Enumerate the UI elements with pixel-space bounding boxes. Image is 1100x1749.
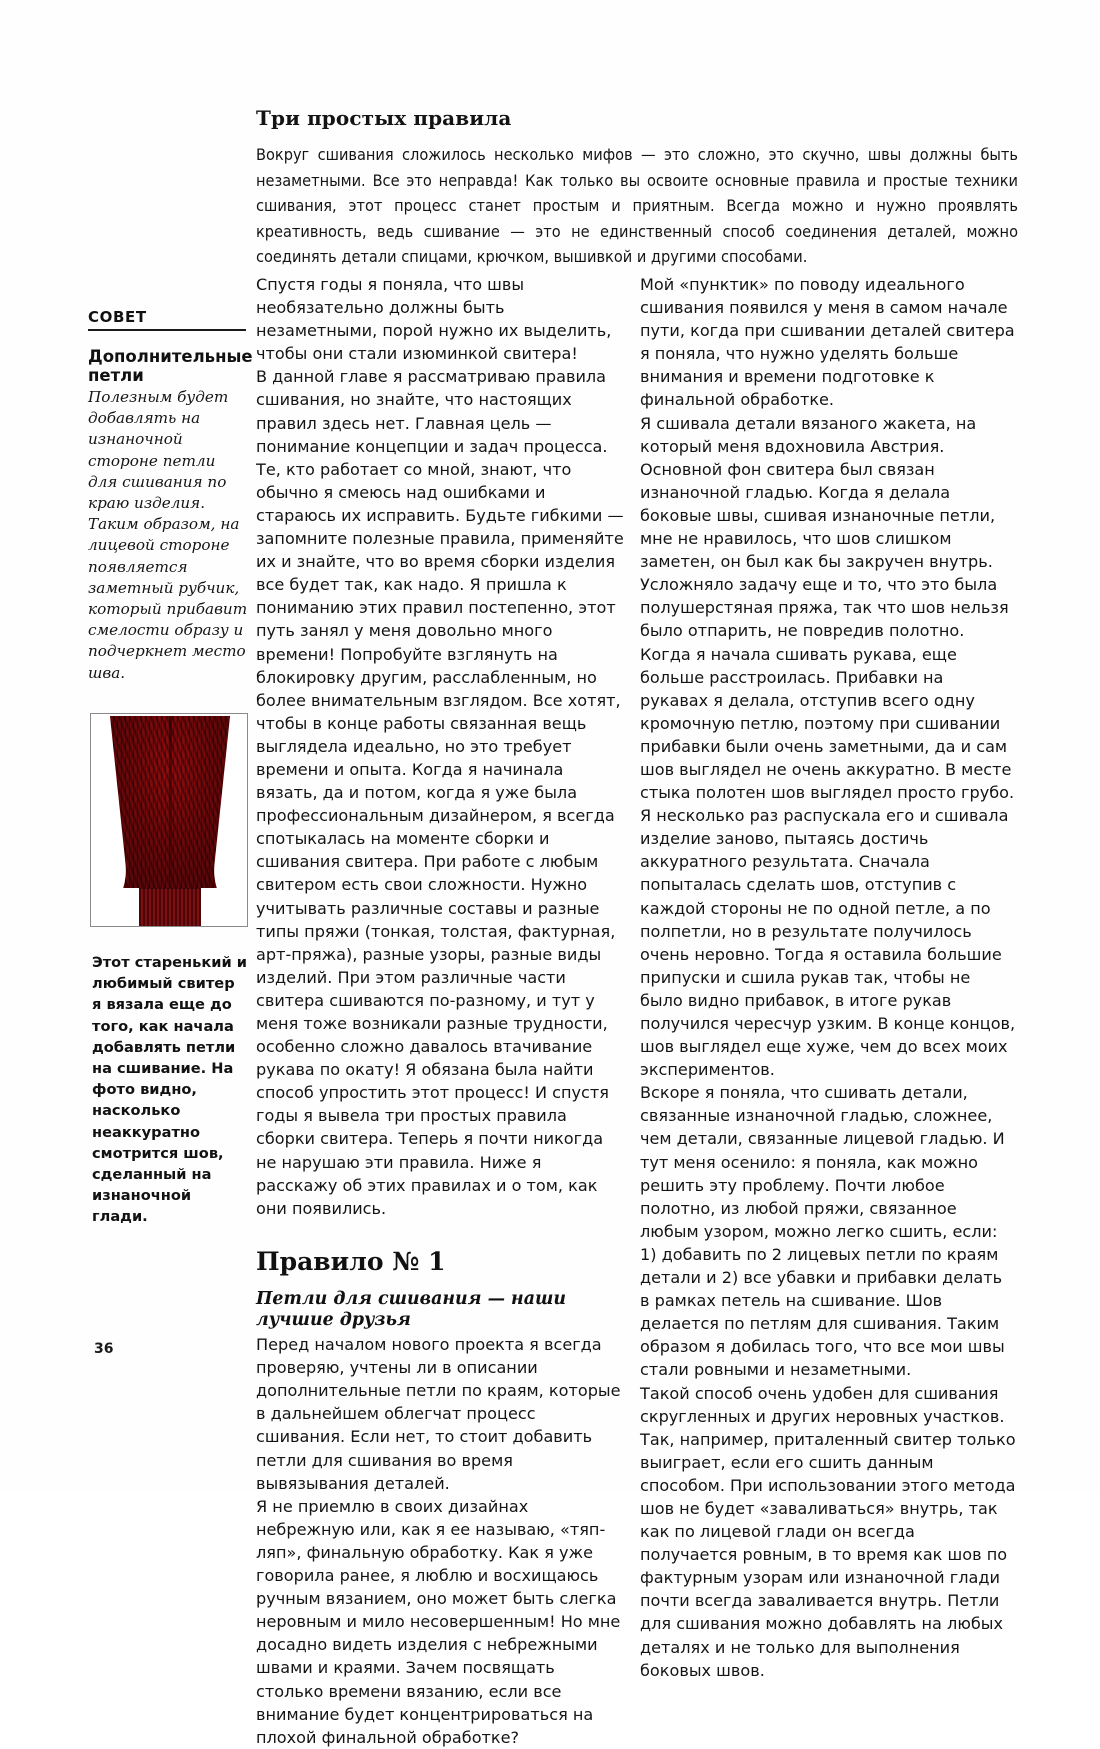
right-column	[640, 273, 1016, 1682]
mid-paragraph-1: Спустя годы я поняла, что швы необязательно должны быть незаметными, порой нужно их выделить, чтобы они стали изюминкой свитера!	[256, 275, 612, 364]
right-paragraph-2: Я сшивала детали вязаного жакета, на который меня вдохновила Австрия. Основной фон свитера был связан изнаночной гладью. Когда я делала боковые швы, сшивая изнаночные петли, мне не нравилось, что шов слишком заметен, он был как бы закручен внутрь. Усложняло задачу еще и то, что это была полушерстяная пряжа, так что шов нельзя было отпарить, не повредив полотно.	[640, 413, 1009, 641]
sweater-photo	[90, 713, 248, 927]
middle-column	[256, 273, 624, 1749]
page-number: 36	[94, 1341, 114, 1357]
right-paragraph-4: Вскоре я поняла, что сшивать детали, связанные изнаночной гладью, сложнее, чем детали, связанные лицевой гладью. И тут меня осенило: я поняла, как можно решить эту проблему. Почти любое полотно, из любой пряжи, связанное любым узором, можно легко сшить, если:	[640, 1083, 1005, 1241]
seam-line	[169, 716, 172, 892]
mid-paragraph-3: Перед началом нового проекта я всегда проверяю, учтены ли в описании дополнительные петли по краям, которые в дальнейшем облегчат процесс сшивания. Если нет, то стоит добавить петли для сшивания во время вывязывания деталей.	[256, 1335, 621, 1493]
mid-paragraph-4: Я не приемлю в своих дизайнах небрежную или, как я ее называю, «тяп-ляп», финальную обработку. Как я уже говорила ранее, я люблю и восхищаюсь ручным вязанием, оно может быть слегка неровным и мило несовершенным! Но мне досадно видеть изделия с небрежными швами и краями. Зачем посвящать столько времени вязанию, если все внимание будет концентрироваться на плохой финальной обработке?	[256, 1496, 621, 1747]
tip-label: СОВЕТ	[88, 308, 147, 326]
sleeve-cuff	[139, 888, 201, 926]
cuff-right-mask	[201, 888, 247, 926]
photo-caption: Этот старенький и любимый свитер я вязала еще до того, как начала добавлять петли на сшивание. На фото видно, насколько неаккуратно смотрится шов, сделанный на изнаночной глади.	[92, 954, 248, 1226]
right-paragraph-5: 1) добавить по 2 лицевых петли по краям детали и 2) все убавки и прибавки делать в рамках петель на сшивание. Шов делается по петлям для сшивания. Таким образом я добилась того, что все мои швы стали ровными и незаметными.	[640, 1244, 1005, 1380]
tip-sidebar	[88, 308, 253, 684]
cuff-left-mask	[93, 888, 139, 926]
sweater-photo-inner	[93, 716, 247, 926]
tip-subtitle: Дополнительные петли	[88, 347, 253, 385]
tip-divider	[88, 329, 246, 331]
right-paragraph-6: Такой способ очень удобен для сшивания скругленных и других неровных участков. Так, например, приталенный свитер только выиграет, если его сшить данным способом. При использовании этого метода шов не будет «заваливаться» внутрь, так как по лицевой глади он всегда получается ровным, в то время как шов по фактурным узорам или изнаночной глади почти всегда заваливается внутрь. Петли для сшивания можно добавлять на любых деталях и не только для выполнения боковых швов.	[640, 1383, 1016, 1680]
rule-heading: Правило № 1	[256, 1246, 446, 1276]
page-title: Три простых правила	[256, 106, 512, 130]
right-paragraph-3: Когда я начала сшивать рукава, еще больше расстроилась. Прибавки на рукавах я делала, отступив всего одну кромочную петлю, поэтому при сшивании прибавки были очень заметными, да и сам шов выглядел не очень аккуратно. В месте стыка полотен шов выглядел просто грубо. Я несколько раз распускала его и сшивала изделие заново, пытаясь достичь аккуратного результата. Сначала попыталась сделать шов, отступив с каждой стороны не по одной петле, а по полпетли, но в результате получилось очень неровно. Тогда я оставила большие припуски и сшила рукав так, чтобы не было видно прибавок, в итоге рукав получился чересчур узким. В конце концов, шов выглядел еще хуже, чем до всех моих экспериментов.	[640, 644, 1016, 1080]
rule-subtitle: Петли для сшивания — наши лучшие друзья	[256, 1289, 567, 1331]
intro-paragraph: Вокруг сшивания сложилось несколько мифов — это сложно, это скучно, швы должны быть незаметными. Все это неправда! Как только вы освоите основные правила и простые техники сшивания, этот процесс станет простым и приятным. Всегда можно и нужно проявлять креативность, ведь сшивание — это не единственный способ соединения деталей, можно соединять детали спицами, крючком, вышивкой и другими способами.	[256, 145, 1018, 267]
right-paragraph-1: Мой «пунктик» по поводу идеального сшивания появился у меня в самом начале пути, когда при сшивании деталей свитера я поняла, что нужно уделять больше внимания и времени подготовке к финальной обработке.	[640, 275, 1015, 410]
tip-body: Полезным будет добавлять на изнаночной стороне петли для сшивания по краю изделия. Таким образом, на лицевой стороне появляется заметный рубчик, который прибавит смелости образу и подчеркнет место шва.	[88, 388, 248, 682]
mid-paragraph-2: В данной главе я рассматриваю правила сшивания, но знайте, что настоящих правил здесь нет. Главная цель — понимание концепции и задач процесса. Те, кто работает со мной, знают, что обычно я смеюсь над ошибками и стараюсь их исправить. Будьте гибкими — запомните полезные правила, применяйте их и знайте, что во время сборки изделия все будет так, как надо. Я пришла к пониманию этих правил постепенно, этот путь занял у меня довольно много времени! Попробуйте взглянуть на блокировку другим, расслабленным, но более внимательным взглядом. Все хотят, чтобы в конце работы связанная вещь выглядела идеально, но это требует времени и опыта. Когда я начинала вязать, да и потом, когда я уже была профессиональным дизайнером, я всегда спотыкалась на моменте сборки и сшивания свитера. При работе с любым свитером есть свои сложности. Нужно учитывать различные составы и разные типы пряжи (тонкая, толстая, фактурная, арт-пряжа), разные узоры, разные виды изделий. При этом различные части свитера сшиваются по-разному, и тут у меня тоже возникали разные трудности, особенно сложно давалось втачивание рукава по окату! Я обязана была найти способ упростить этот процесс! И спустя годы я вывела три простых правила сборки свитера. Теперь я почти никогда не нарушаю эти правила. Ниже я расскажу об этих правилах и о том, как они появились.	[256, 367, 624, 1218]
